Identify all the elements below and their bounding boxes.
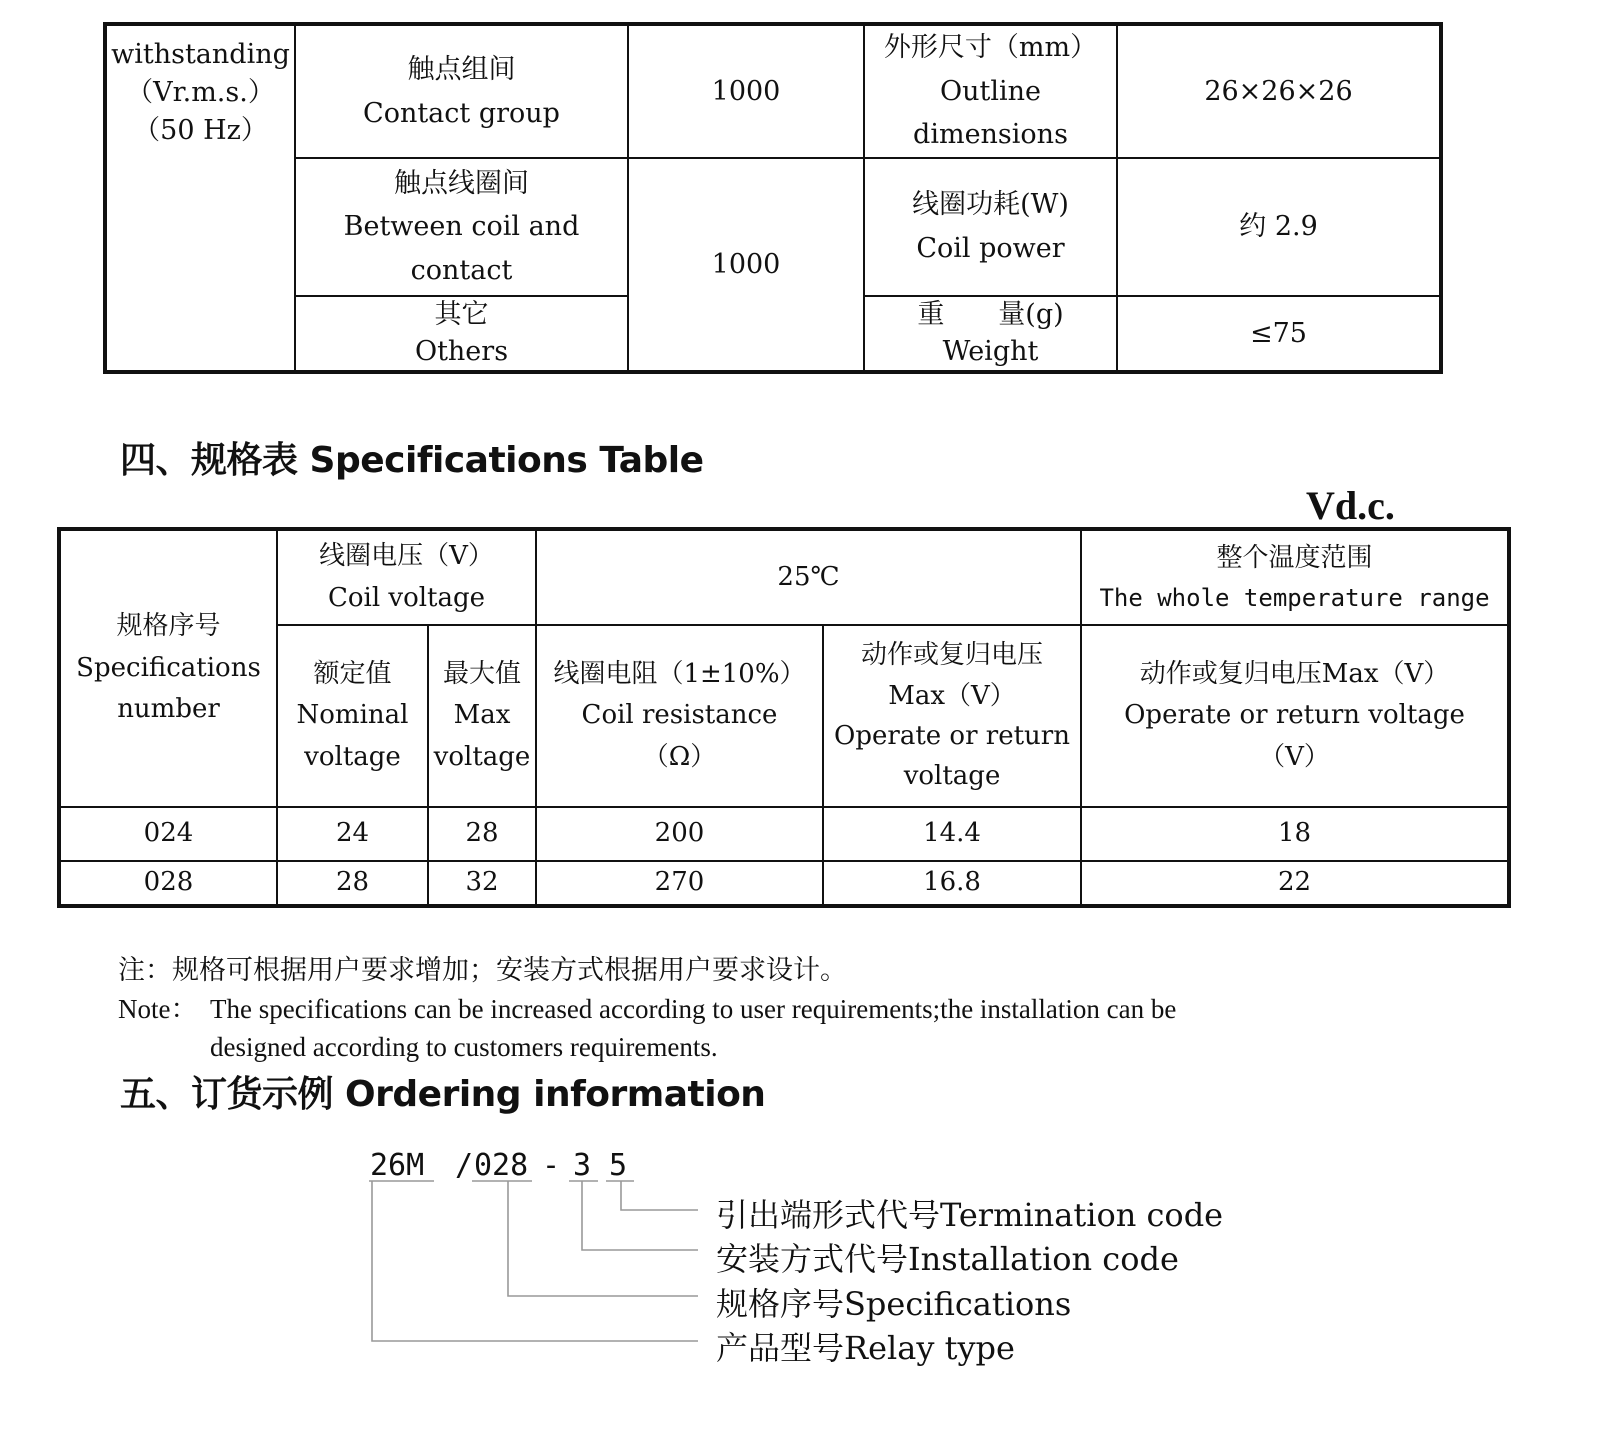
row-spec: 028 xyxy=(59,861,277,906)
specifications-leader xyxy=(508,1181,698,1296)
whole-range-en: The whole temperature range xyxy=(1099,584,1490,613)
unit-label: Vd.c. xyxy=(1306,483,1395,528)
code-install: 3 xyxy=(573,1148,592,1183)
resistance-en: Coil resistance xyxy=(581,700,778,731)
operate-max-en-2: voltage xyxy=(903,761,1001,792)
operate-range-cn: 动作或复归电压Max（V） xyxy=(1139,658,1450,689)
nominal-en-2: voltage xyxy=(304,741,401,772)
note-en-line-2: designed according to customers requirements. xyxy=(210,1032,718,1062)
row-resistance: 270 xyxy=(536,861,823,906)
note-en-line-1: The specifications can be increased according to user requirements;the installation can be xyxy=(210,994,1177,1024)
specifications-label: 规格序号Specifications xyxy=(716,1285,1072,1323)
termination-code-label: 引出端形式代号Termination code xyxy=(716,1196,1224,1234)
others-en: Others xyxy=(414,335,509,367)
spec-number-en-2: number xyxy=(117,694,220,725)
weight-en: Weight xyxy=(942,335,1039,367)
ordering-heading: 五、订货示例 Ordering information xyxy=(120,1074,766,1115)
frequency-label: （50 Hz） xyxy=(133,114,268,146)
whole-range-cn: 整个温度范围 xyxy=(1216,542,1373,573)
operate-range-en: Operate or return voltage xyxy=(1124,700,1465,731)
coil-voltage-en: Coil voltage xyxy=(327,582,486,613)
relay-type-label: 产品型号Relay type xyxy=(716,1329,1015,1367)
operate-range-unit: （V） xyxy=(1259,741,1330,772)
operate-max-cn: 动作或复归电压 xyxy=(861,640,1044,671)
termination-leader xyxy=(621,1181,698,1210)
note-prefix: Note： xyxy=(118,994,198,1024)
temp-25-header: 25℃ xyxy=(536,529,1081,625)
outline-cn: 外形尺寸（mm） xyxy=(883,32,1098,63)
code-separator-slash: / xyxy=(455,1148,474,1183)
spec-number-en-1: Specifications xyxy=(76,652,261,683)
installation-leader xyxy=(582,1181,698,1250)
between-coil-en-1: Between coil and xyxy=(343,211,580,243)
outline-value: 26×26×26 xyxy=(1117,24,1441,158)
row-range: 18 xyxy=(1081,807,1509,861)
row-operate: 14.4 xyxy=(823,807,1081,861)
between-coil-value: 1000 xyxy=(628,158,864,372)
coil-power-value: 约 2.9 xyxy=(1117,158,1441,296)
code-term: 5 xyxy=(609,1148,628,1183)
between-coil-cn: 触点线圈间 xyxy=(394,167,529,199)
operate-max-max: Max（V） xyxy=(888,680,1016,711)
contact-group-cn: 触点组间 xyxy=(407,53,516,85)
code-separator-dash: - xyxy=(542,1148,561,1183)
relay-type-leader xyxy=(372,1181,698,1341)
installation-code-label: 安装方式代号Installation code xyxy=(716,1240,1179,1278)
row-operate: 16.8 xyxy=(823,861,1081,906)
max-en-1: Max xyxy=(453,700,511,731)
outline-en-1: Outline xyxy=(939,75,1041,107)
withstanding-label: withstanding xyxy=(111,39,290,70)
specifications-heading: 四、规格表 Specifications Table xyxy=(120,440,704,481)
coil-voltage-cn: 线圈电压（V） xyxy=(319,540,494,571)
spec-number-cn: 规格序号 xyxy=(116,611,221,642)
others-cn: 其它 xyxy=(434,299,489,331)
row-nominal: 28 xyxy=(277,861,428,906)
row-resistance: 200 xyxy=(536,807,823,861)
code-type: 26M xyxy=(370,1148,425,1183)
contact-group-en: Contact group xyxy=(363,97,560,129)
nominal-en-1: Nominal xyxy=(296,700,409,731)
operate-max-en-1: Operate or return xyxy=(834,721,1070,751)
weight-value: ≤75 xyxy=(1117,296,1441,372)
row-max: 28 xyxy=(428,807,536,861)
note-cn: 注：规格可根据用户要求增加；安装方式根据用户要求设计。 xyxy=(118,955,847,986)
weight-cn: 重 量(g) xyxy=(917,299,1064,331)
resistance-unit: （Ω） xyxy=(642,741,717,772)
max-cn: 最大值 xyxy=(442,658,521,689)
resistance-cn: 线圈电阻（1±10%） xyxy=(553,658,806,689)
row-nominal: 24 xyxy=(277,807,428,861)
outline-en-2: dimensions xyxy=(913,119,1068,151)
max-en-2: voltage xyxy=(433,741,531,772)
code-spec: 028 xyxy=(474,1148,529,1183)
coil-power-en: Coil power xyxy=(916,233,1065,265)
row-spec: 024 xyxy=(59,807,277,861)
row-range: 22 xyxy=(1081,861,1509,906)
row-max: 32 xyxy=(428,861,536,906)
vrms-label: （Vr.m.s.） xyxy=(126,76,275,108)
coil-power-cn: 线圈功耗(W) xyxy=(912,189,1069,221)
nominal-cn: 额定值 xyxy=(313,658,392,689)
between-coil-en-2: contact xyxy=(410,255,513,287)
contact-group-value: 1000 xyxy=(628,24,864,158)
